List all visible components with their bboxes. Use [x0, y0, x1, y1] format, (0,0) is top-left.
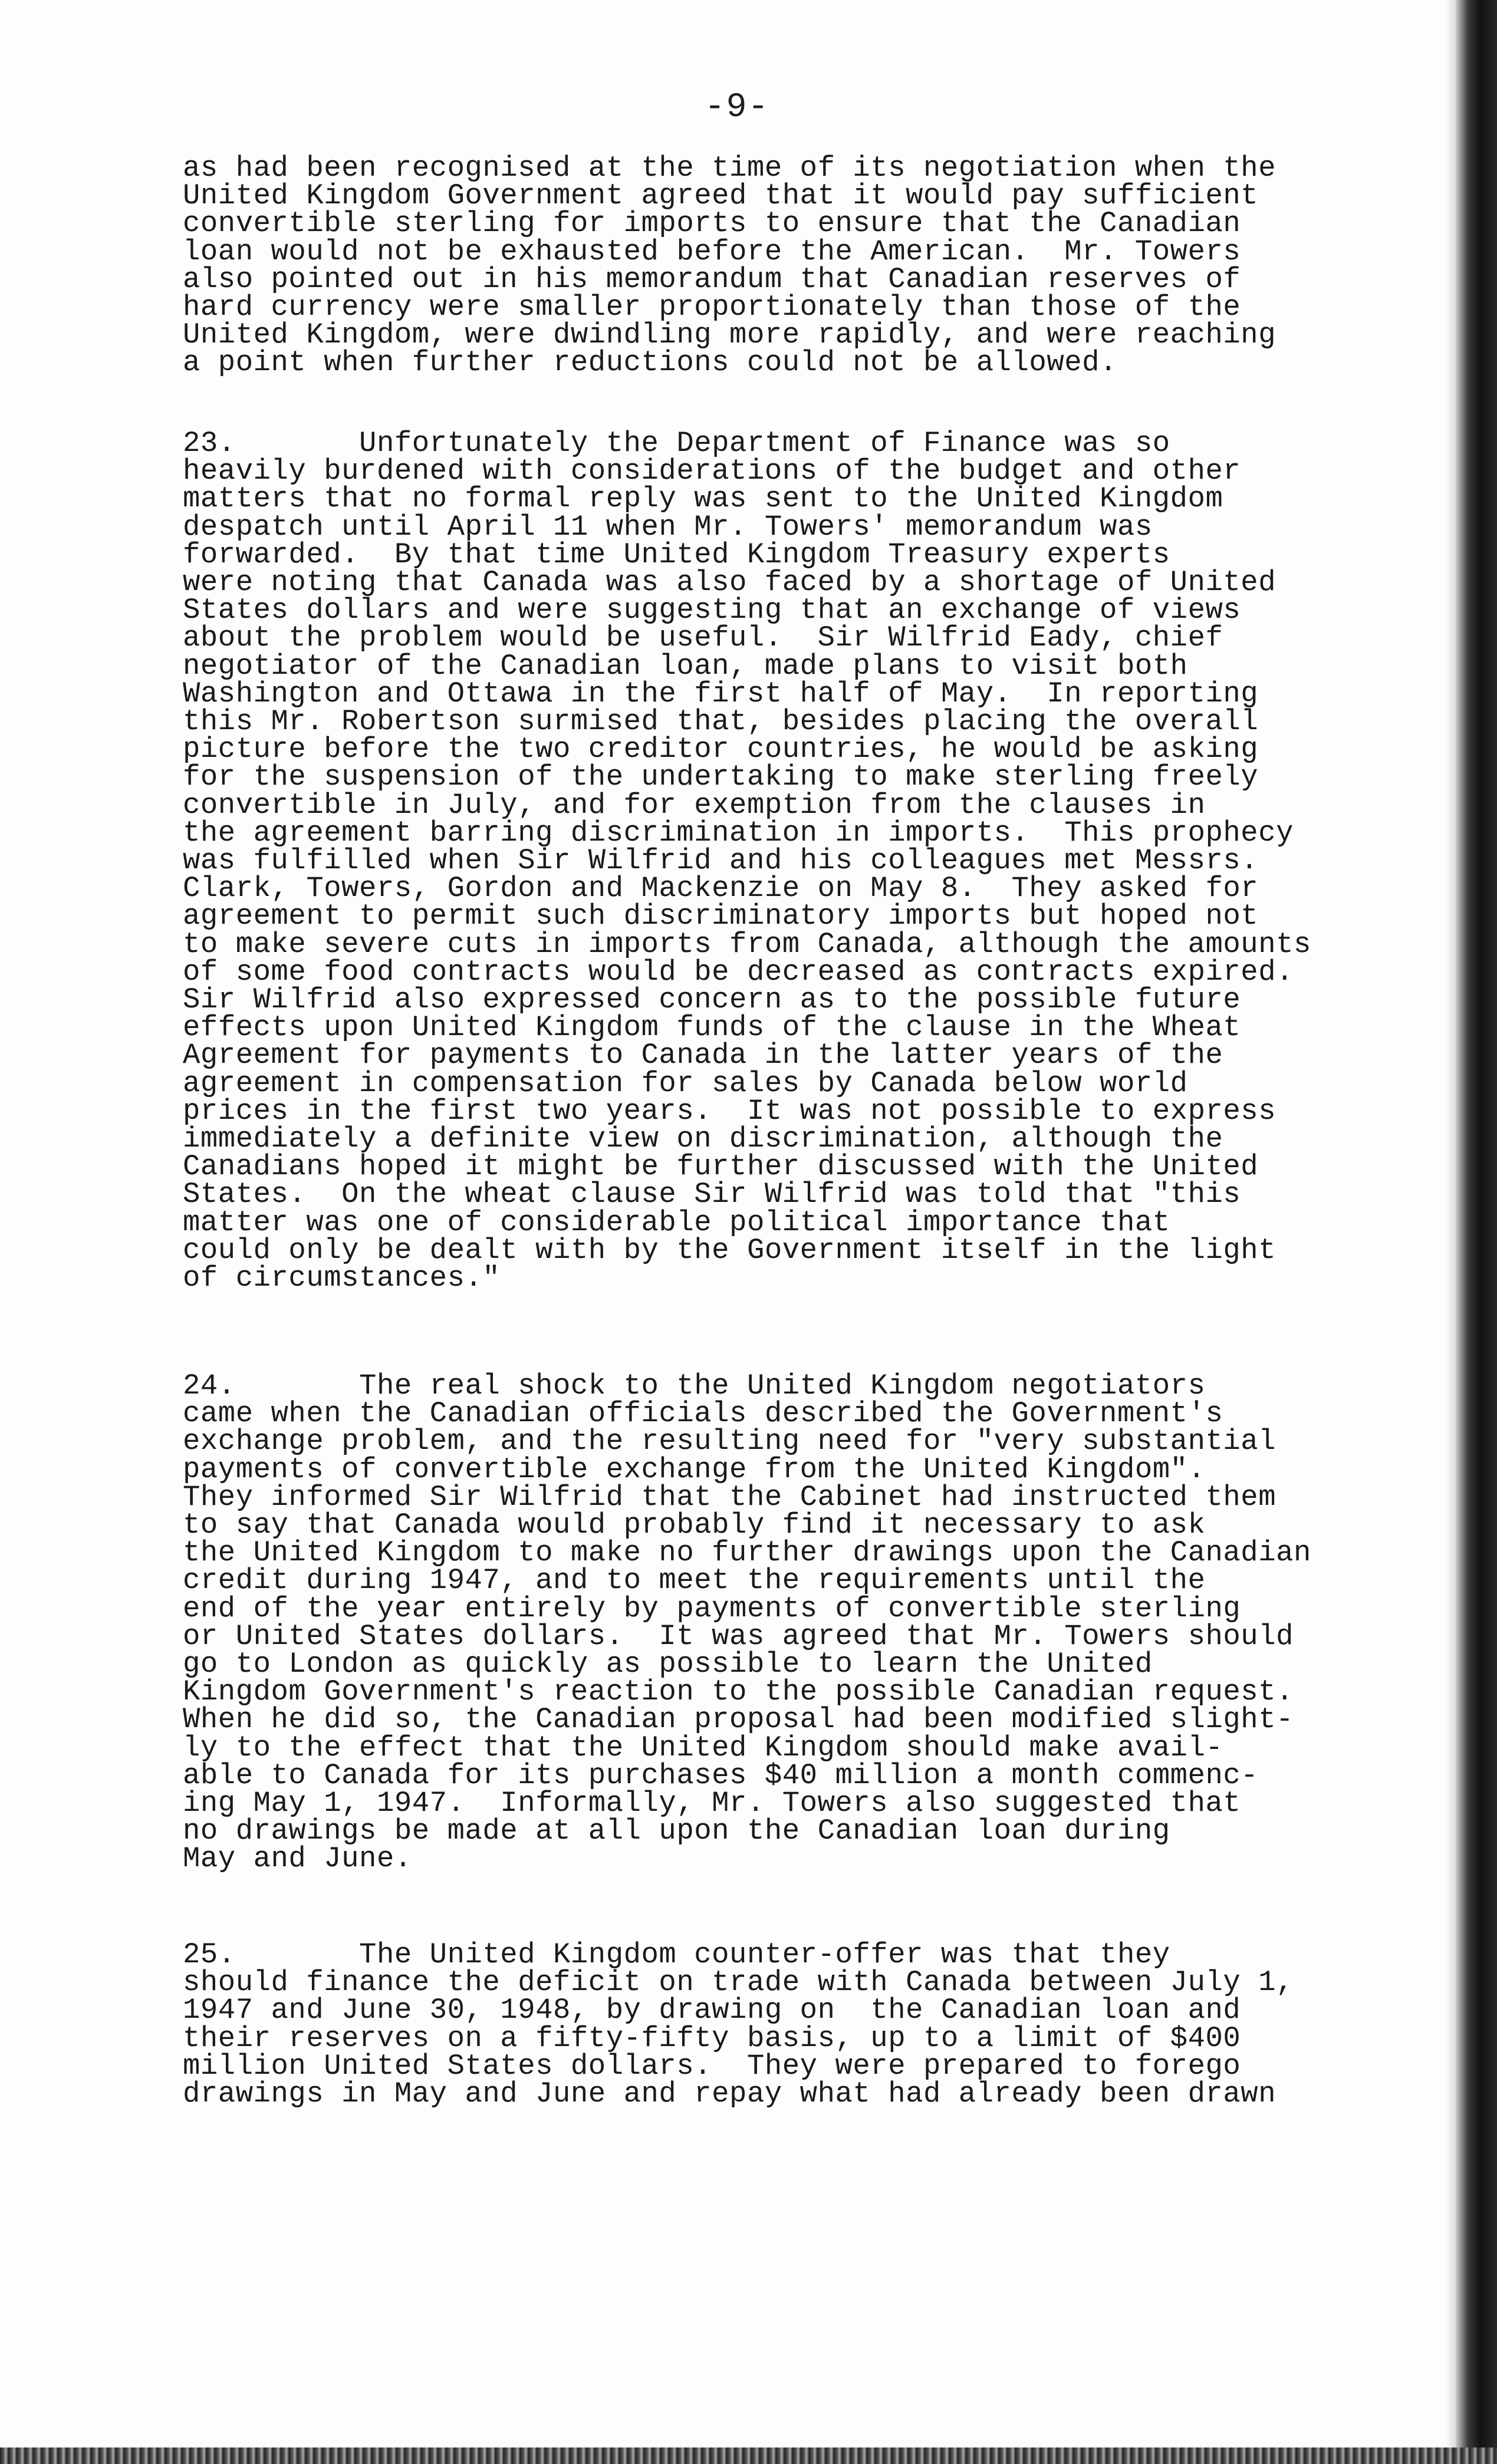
paragraph-25: 25. The United Kingdom counter-offer was that they should finance the deficit on trade with Canada between July 1, 1947 and June 30, 1948, by drawing on the Canadian loan and their reserves on a fifty-fifty basis, up to a limit of $400 million United States dollars. They were prepared to forego drawings in May and June and repay what had already been drawn [183, 1938, 1294, 2111]
page-edge-shadow [1445, 0, 1456, 2464]
paragraph-24: 24. The real shock to the United Kingdom negotiators came when the Canadian officials described the Government's exchange problem, and the resulting need for "very substantial payments of convertible exchange from the United Kingdom". They informed Sir Wilfrid that the Cabinet had instructed them to say that Canada would probably find it necessary to ask the United Kingdom to make no further drawings upon the Canadian credit during 1947, and to meet the requirements until the end of the year entirely by payments of convertible sterling or United States dollars. It was agreed that Mr. Towers should go to London as quickly as possible to learn the United Kingdom Government's reaction to the possible Canadian request. When he did so, the Canadian proposal had been modified slight- ly to the effect that the United Kingdom should make avail- able to Canada for its purchases $40 million a month commenc- ing May 1, 1947. Informally, Mr. Towers also suggested that no drawings be made at all upon the Canadian loan during May and June. [183, 1369, 1311, 1876]
bottom-scan-edge [0, 2447, 1497, 2464]
paragraph-continuation: as had been recognised at the time of its negotiation when the United Kingdom Government agreed that it would pay sufficient convertible sterling for imports to ensure that the Canadian loan would not be exhausted before the American. Mr. Towers also pointed out in his memorandum that Canadian reserves of hard currency were smaller proportionately than those of the United Kingdom, were dwindling more rapidly, and were reaching a point when further reductions could not be allowed. [183, 151, 1276, 380]
binding-edge [1456, 0, 1497, 2464]
page-number: -9- [704, 88, 770, 127]
paragraph-23: 23. Unfortunately the Department of Finance was so heavily burdened with considerations of the budget and other matters that no formal reply was sent to the United Kingdom despatch until April 11 when Mr. Towers' memorandum was forwarded. By that time United Kingdom Treasury experts were noting that Canada was also faced by a shortage of United States dollars and were suggesting that an exchange of views about the problem would be useful. Sir Wilfrid Eady, chief negotiator of the Canadian loan, made plans to visit both Washington and Ottawa in the first half of May. In reporting this Mr. Robertson surmised that, besides placing the overall picture before the two creditor countries, he would be asking for the suspension of the undertaking to make sterling freely convertible in July, and for exemption from the clauses in the agreement barring discrimination in imports. This prophecy was fulfilled when Sir Wilfrid and his colleagues met Messrs. Clark, Towers, Gordon and Mackenzie on May 8. They asked for agreement to permit such discriminatory imports but hoped not to make severe cuts in imports from Canada, although the amounts of some food contracts would be decreased as contracts expired. Sir Wilfrid also expressed concern as to the possible future effects upon United Kingdom funds of the clause in the Wheat Agreement for payments to Canada in the latter years of the agreement in compensation for sales by Canada below world prices in the first two years. It was not possible to express immediately a definite view on discrimination, although the Canadians hoped it might be further discussed with the United States. On the wheat clause Sir Wilfrid was told that "this matter was one of considerable political importance that could only be dealt with by the Government itself in the light of circumstances." [183, 427, 1311, 1295]
